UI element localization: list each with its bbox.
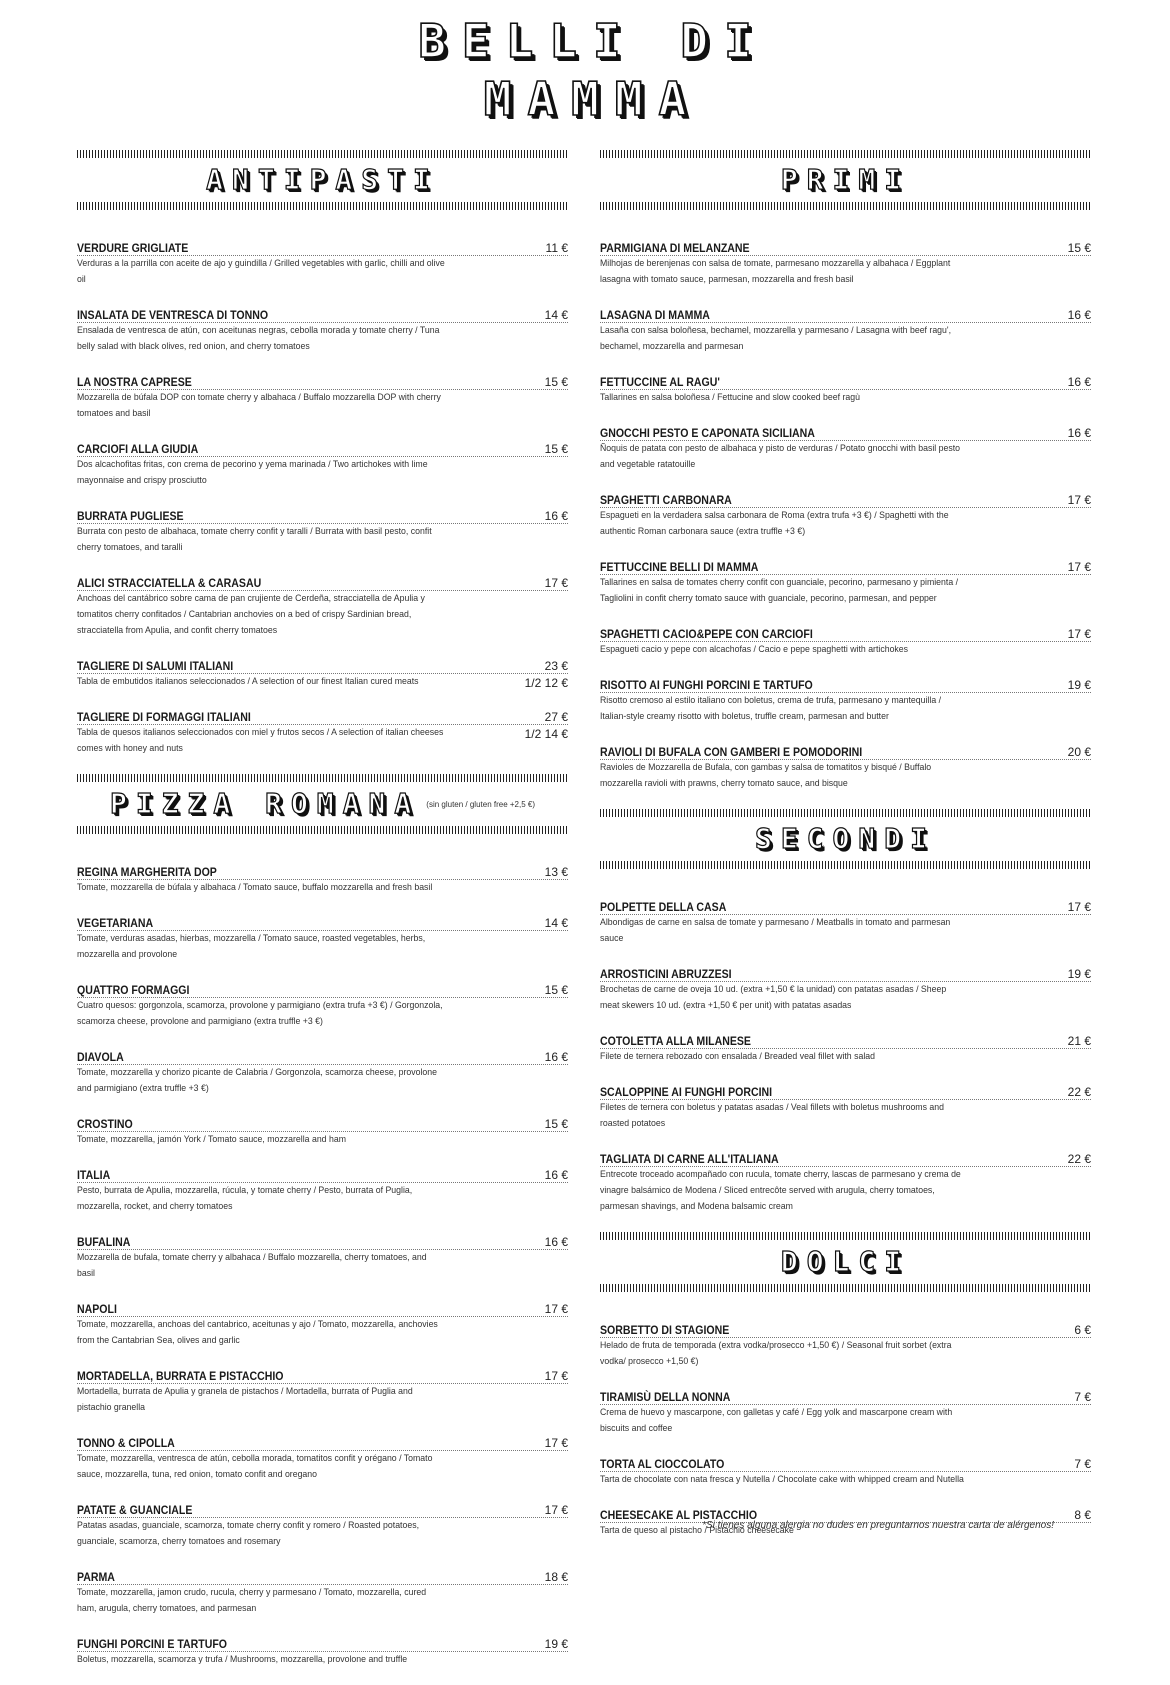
menu-item-name: REGINA MARGHERITA DOP [77,865,217,879]
menu-item-description: Tabla de embutidos italianos seleccionados / A selection of our finest Italian cured meats [77,676,419,687]
section-title [77,782,568,826]
menu-item-details [77,1183,568,1215]
menu-item-header [600,1031,1091,1049]
menu-item-price: 19 € [544,1637,568,1651]
menu-item-description: Ravioles de Mozzarella de Bufala, con gambas y salsa de tomatitos y bisqué / Buffalo mozzarella ravioli with prawns, cherry tomato sauce, and bisque [600,762,932,789]
menu-item-details [77,1451,568,1483]
menu-item-header [600,1082,1091,1100]
menu-item-description: Mozzarella de búfala DOP con tomate cherry y albahaca / Buffalo mozzarella DOP with cherry tomatoes and basil [77,392,441,419]
menu-item [600,1082,1091,1132]
section-title [600,817,1091,861]
menu-item [600,490,1091,540]
menu-item-header [77,1114,568,1132]
menu-item [600,742,1091,792]
menu-item [77,1433,568,1483]
menu-item-description: Filetes de ternera con boletus y patatas asadas / Veal fillets with boletus mushrooms and roasted potatoes [600,1102,944,1129]
menu-item-description: Tomate, mozzarella y chorizo picante de Calabria / Gorgonzola, scamorza cheese, provolone and parmigiano (extra truffle +3 €) [77,1067,437,1094]
menu-item [77,1047,568,1097]
menu-item-description: Risotto cremoso al estilo italiano con boletus, crema de trufa, parmesano y mantequilla / Italian-style creamy risotto with boletus, truffle cream, parmesan and butter [600,695,942,722]
menu-item [77,1634,568,1668]
menu-item-description: Verduras a la parrilla con aceite de ajo y guindilla / Grilled vegetables with garlic, chilli and olive oil [77,258,445,285]
menu-item-header [77,573,568,591]
menu-item-header [77,862,568,880]
section-header [600,1232,1091,1292]
menu-item-header [77,305,568,323]
divider-top [600,809,1091,817]
menu-item-name: BURRATA PUGLIESE [77,509,184,523]
menu-item-price: 7 € [1074,1457,1091,1471]
menu-item [77,1299,568,1349]
menu-section-antipasti [77,150,568,757]
menu-item-description: Pesto, burrata de Apulia, mozzarella, rúcula, y tomate cherry / Pesto, burrata of Puglia, mozzarella, rocket, and cherry tomatoes [77,1185,413,1212]
menu-item-price: 15 € [544,375,568,389]
menu-item-price: 22 € [1067,1085,1091,1099]
section-header [77,150,568,210]
menu-item-details [77,256,568,288]
menu-item-name: GNOCCHI PESTO E CAPONATA SICILIANA [600,426,815,440]
section-title-text: SECONDI [754,822,936,855]
divider-bottom [77,826,568,834]
menu-section-dolci [600,1232,1091,1539]
menu-item-header [600,964,1091,982]
menu-item-header [77,656,568,674]
menu-item-details [600,323,1091,355]
menu-item-name: LASAGNA DI MAMMA [600,308,710,322]
brand-line-1: BELLI DI [418,14,768,68]
menu-item-description: Cuatro quesos: gorgonzola, scamorza, provolone y parmigiano (extra trufa +3 €) / Gorgonzola, scamorza cheese, provolone and parmigiano (extra truffle +3 €) [77,1000,443,1027]
menu-item-price: 17 € [544,576,568,590]
menu-item-header [77,439,568,457]
menu-item-price: 6 € [1074,1323,1091,1337]
menu-item-description: Brochetas de carne de oveja 10 ud. (extra +1,50 € la unidad) con patatas asadas / Sheep meat skewers 10 ud. (extra +1,50 € per unit) with patatas asadas [600,984,947,1011]
menu-item [600,1149,1091,1215]
menu-item [77,913,568,963]
menu-item-description: Ñoquis de patata con pesto de albahaca y pisto de verduras / Potato gnocchi with basil pesto and vegetable ratatouille [600,443,961,470]
menu-item-details [77,1317,568,1349]
menu-item-price: 13 € [544,865,568,879]
menu-item-header [77,1500,568,1518]
menu-item-description: Tomate, mozzarella de búfala y albahaca / Tomato sauce, buffalo mozzarella and fresh basil [77,882,433,893]
menu-item-name: POLPETTE DELLA CASA [600,900,727,914]
menu-item-price: 14 € [544,916,568,930]
menu-item-price: 22 € [1067,1152,1091,1166]
menu-item-name: SPAGHETTI CACIO&PEPE CON CARCIOFI [600,627,813,641]
menu-item-description: Espagueti cacio y pepe con alcachofas / Cacio e pepe spaghetti with artichokes [600,644,909,655]
menu-item-price: 15 € [1067,241,1091,255]
menu-item-details [77,323,568,355]
menu-item [600,423,1091,473]
menu-item-name: FUNGHI PORCINI E TARTUFO [77,1637,227,1651]
menu-item-name: FETTUCCINE BELLI DI MAMMA [600,560,759,574]
menu-item-description: Tarta de chocolate con nata fresca y Nutella / Chocolate cake with whipped cream and Nutella [600,1474,964,1485]
menu-item [77,238,568,288]
menu-item [600,1031,1091,1065]
menu-item-price: 16 € [1067,308,1091,322]
menu-item-header [600,423,1091,441]
brand-line-2: MAMMA [483,72,703,126]
menu-item-header [77,1165,568,1183]
section-title-text: ANTIPASTI [206,163,439,196]
menu-item-header [77,506,568,524]
menu-item-header [77,1634,568,1652]
menu-item-description: Tomate, mozzarella, jamon crudo, rucula, cherry y parmesano / Tomato, mozzarella, cured ham, arugula, cherry tomatoes, and parmesan [77,1587,427,1614]
menu-item-header [77,980,568,998]
menu-item-name: LA NOSTRA CAPRESE [77,375,192,389]
menu-item-price: 19 € [1067,967,1091,981]
menu-item-header [77,1047,568,1065]
menu-item-description: Tallarines en salsa boloñesa / Fettucine and slow cooked beef ragù [600,392,860,403]
menu-item-price: 16 € [544,1050,568,1064]
menu-item-details [600,1167,1091,1215]
menu-item-price: 19 € [1067,678,1091,692]
menu-item-details [77,1585,568,1617]
menu-item-details [600,441,1091,473]
menu-item-header [600,238,1091,256]
menu-item-name: TAGLIERE DI SALUMI ITALIANI [77,659,234,673]
menu-item-description: Tallarines en salsa de tomates cherry confit con guanciale, pecorino, parmesano y pimienta / Tagliolini in confit cherry tomato sauce with guanciale, pecorino, parmesan, and pepper [600,577,959,604]
menu-item-name: SORBETTO DI STAGIONE [600,1323,730,1337]
menu-item-description: Patatas asadas, guanciale, scamorza, tomate cherry confit y romero / Roasted potatoes, guanciale, scamorza, cherry tomatoes and rosemary [77,1520,420,1547]
menu-item [77,862,568,896]
menu-item-header [600,372,1091,390]
menu-item-price: 21 € [1067,1034,1091,1048]
menu-item-details [600,575,1091,607]
menu-item-name: VERDURE GRIGLIATE [77,241,189,255]
menu-item-description: Entrecote troceado acompañado con rucula, tomate cherry, lascas de parmesano y crema de vinagre balsámico de Modena / Sliced entrecôte served with arugula, cherry tomatoes, parmesan shavings, and Modena balsamic cream [600,1169,961,1212]
menu-item [600,897,1091,947]
menu-item [77,573,568,639]
menu-item-header [77,1232,568,1250]
menu-item-name: PARMIGIANA DI MELANZANE [600,241,750,255]
menu-item-description: Milhojas de berenjenas con salsa de tomate, parmesano mozzarella y albahaca / Eggplant lasagna with tomato sauce, parmesan, mozzarella and fresh basil [600,258,951,285]
menu-item-details [77,457,568,489]
menu-item-details [600,1405,1091,1437]
menu-item-details [77,931,568,963]
allergen-note: *Si tienes alguna alergia no dudes en preguntarnos nuestra carta de alérgenos! [702,1520,1054,1531]
menu-item-details [77,1652,568,1668]
menu-item [600,675,1091,725]
menu-item-header [600,557,1091,575]
menu-item-header [77,1567,568,1585]
menu-item-price: 17 € [544,1369,568,1383]
menu-item-price: 15 € [544,983,568,997]
half-portion-price: 1/2 12 € [524,676,568,690]
menu-item-description: Tomate, mozzarella, anchoas del cantabrico, aceitunas y ajo / Tomato, mozzarella, anchovies from the Cantabrian Sea, olives and garlic [77,1319,438,1346]
menu-item-details [600,915,1091,947]
menu-section-secondi [600,809,1091,1215]
divider-top [600,150,1091,158]
menu-item-details [77,725,568,757]
divider-top [600,1232,1091,1240]
menu-item-price: 16 € [1067,426,1091,440]
menu-item-header [77,913,568,931]
menu-item-details [600,642,1091,658]
menu-item-description: Tomate, mozzarella, ventresca de atún, cebolla morada, tomatitos confit y orégano / Tomato sauce, mozzarella, tuna, red onion, tomato confit and oregano [77,1453,433,1480]
menu-item-details [77,524,568,556]
menu-item-name: PARMA [77,1570,115,1584]
menu-item-header [600,1320,1091,1338]
menu-item-name: TAGLIATA DI CARNE ALL'ITALIANA [600,1152,779,1166]
menu-item-description: Tomate, verduras asadas, hierbas, mozzarella / Tomato sauce, roasted vegetables, herbs, mozzarella and provolone [77,933,426,960]
menu-item-details [600,508,1091,540]
menu-item-price: 17 € [1067,560,1091,574]
menu-item-details [600,982,1091,1014]
menu-item-header [600,675,1091,693]
menu-item-details [600,256,1091,288]
menu-section-primi [600,150,1091,792]
menu-item-header [600,742,1091,760]
menu-item-description: Anchoas del cantábrico sobre cama de pan crujiente de Cerdeña, stracciatella de Apulia y tomatitos cherry confitados / Cantabrian anchovies on a bed of crispy Sardinian bread, stracciatella from Apulia, and confit cherry tomatoes [77,593,425,636]
menu-item-details [600,1100,1091,1132]
menu-item-price: 7 € [1074,1390,1091,1404]
menu-item-description: Ensalada de ventresca de atún, con aceitunas negras, cebolla morada y tomate cherry / Tuna belly salad with black olives, red onion, and cherry tomatoes [77,325,440,352]
section-note: (sin gluten / gluten free +2,5 €) [426,800,536,809]
menu-item-name: NAPOLI [77,1302,117,1316]
menu-item-name: ITALIA [77,1168,111,1182]
menu-item-header [600,305,1091,323]
menu-item-name: VEGETARIANA [77,916,154,930]
menu-item [77,506,568,556]
menu-item-header [77,1433,568,1451]
menu-item-header [77,238,568,256]
menu-item-description: Lasaña con salsa boloñesa, bechamel, mozzarella y parmesano / Lasagna with beef ragu', bechamel, mozzarella and parmesan [600,325,952,352]
menu-item-description: Espagueti en la verdadera salsa carbonara de Roma (extra trufa +3 €) / Spaghetti with the authentic Roman carbonara sauce (extra truffle +3 €) [600,510,949,537]
menu-item-header [77,1366,568,1384]
menu-item [600,372,1091,406]
divider-top [77,150,568,158]
menu-item-name: QUATTRO FORMAGGI [77,983,190,997]
menu-item [600,624,1091,658]
menu-item [77,372,568,422]
menu-item [77,1366,568,1416]
menu-item-price: 17 € [544,1436,568,1450]
menu-item-price: 16 € [544,509,568,523]
menu-item-description: Albondigas de carne en salsa de tomate y parmesano / Meatballs in tomato and parmesan sauce [600,917,951,944]
menu-item-description: Crema de huevo y mascarpone, con galletas y café / Egg yolk and mascarpone cream with biscuits and coffee [600,1407,953,1434]
menu-item [77,980,568,1030]
menu-item-description: Dos alcachofitas fritas, con crema de pecorino y yema marinada / Two artichokes with lime mayonnaise and crispy prosciutto [77,459,428,486]
menu-item-description: Tomate, mozzarella, jamón York / Tomato sauce, mozzarella and ham [77,1134,346,1145]
menu-item-details [600,1049,1091,1065]
menu-item-header [600,490,1091,508]
menu-item-price: 17 € [1067,627,1091,641]
menu-item-name: ARROSTICINI ABRUZZESI [600,967,732,981]
menu-item-name: PATATE & GUANCIALE [77,1503,193,1517]
section-title-text: PIZZA ROMANA [109,787,421,820]
left-column [77,150,568,1685]
menu-item-name: TIRAMISÙ DELLA NONNA [600,1390,731,1404]
menu-item [77,707,568,757]
menu-item-name: BUFALINA [77,1235,131,1249]
menu-item-name: TORTA AL CIOCCOLATO [600,1457,725,1471]
menu-item-name: MORTADELLA, BURRATA E PISTACCHIO [77,1369,284,1383]
menu-item-price: 23 € [544,659,568,673]
menu-item-price: 8 € [1074,1508,1091,1522]
divider-top [77,774,568,782]
divider-bottom [600,202,1091,210]
menu-item [600,1454,1091,1488]
menu-item-price: 18 € [544,1570,568,1584]
menu-item-price: 14 € [544,308,568,322]
menu-item [600,305,1091,355]
restaurant-logo [0,12,1170,128]
menu-item [600,964,1091,1014]
menu-item-details [77,674,568,690]
menu-item-description: Helado de fruta de temporada (extra vodka/prosecco +1,50 €) / Seasonal fruit sorbet (extra vodka/ prosecco +1,50 €) [600,1340,952,1367]
menu-item-description: Mozzarella de bufala, tomate cherry y albahaca / Buffalo mozzarella, cherry tomatoes, and basil [77,1252,427,1279]
menu-item-price: 15 € [544,1117,568,1131]
menu-item-description: Boletus, mozzarella, scamorza y trufa / Mushrooms, mozzarella, provolone and truffle [77,1654,408,1665]
menu-item [600,1320,1091,1370]
menu-item [77,305,568,355]
section-header [600,150,1091,210]
menu-item-header [600,1454,1091,1472]
section-title [77,158,568,202]
menu-item-name: RISOTTO AI FUNGHI PORCINI E TARTUFO [600,678,813,692]
menu-item-name: CROSTINO [77,1117,133,1131]
section-header [600,809,1091,869]
section-title [600,158,1091,202]
menu-item-details [77,591,568,639]
menu-item-price: 15 € [544,442,568,456]
menu-item-description: Tabla de quesos italianos seleccionados con miel y frutos secos / A selection of italian cheeses comes with honey and nuts [77,727,444,754]
menu-item-name: CHEESECAKE AL PISTACCHIO [600,1508,758,1522]
menu-item-header [600,1149,1091,1167]
menu-item-price: 17 € [1067,493,1091,507]
menu-item-price: 17 € [544,1503,568,1517]
menu-item-details [600,693,1091,725]
menu-item-description: Mortadella, burrata de Apulia y granela de pistachos / Mortadella, burrata of Puglia and pistachio granella [77,1386,413,1413]
menu-item-header [77,707,568,725]
menu-item-name: COTOLETTA ALLA MILANESE [600,1034,751,1048]
menu-item-details [77,1132,568,1148]
menu-item-price: 20 € [1067,745,1091,759]
menu-item-header [77,1299,568,1317]
menu-item-details [77,880,568,896]
menu-item-name: TAGLIERE DI FORMAGGI ITALIANI [77,710,251,724]
menu-item [77,656,568,690]
menu-item [600,1387,1091,1437]
menu-item-price: 16 € [544,1235,568,1249]
menu-item-header [600,624,1091,642]
menu-item-name: ALICI STRACCIATELLA & CARASAU [77,576,262,590]
menu-item [77,1567,568,1617]
menu-item-details [600,1472,1091,1488]
menu-item-details [77,390,568,422]
menu-item-name: CARCIOFI ALLA GIUDIA [77,442,199,456]
menu-item-details [600,760,1091,792]
menu-item-price: 16 € [544,1168,568,1182]
menu-item-details [600,1338,1091,1370]
section-title-text: DOLCI [780,1245,911,1278]
menu-item-name: FETTUCCINE AL RAGU' [600,375,720,389]
menu-item [77,1500,568,1550]
divider-bottom [600,861,1091,869]
menu-item-name: RAVIOLI DI BUFALA CON GAMBERI E POMODORINI [600,745,863,759]
divider-bottom [600,1284,1091,1292]
menu-item [600,238,1091,288]
menu-item [77,1232,568,1282]
menu-item [600,557,1091,607]
menu-item-header [77,372,568,390]
menu-item-name: INSALATA DE VENTRESCA DI TONNO [77,308,269,322]
menu-item-details [77,1065,568,1097]
menu-item-name: SPAGHETTI CARBONARA [600,493,732,507]
section-title-text: PRIMI [780,163,911,196]
right-column [600,150,1091,1556]
section-title [600,1240,1091,1284]
menu-item-price: 17 € [1067,900,1091,914]
menu-item-name: TONNO & CIPOLLA [77,1436,175,1450]
menu-section-pizza-romana [77,774,568,1668]
menu-item-description: Burrata con pesto de albahaca, tomate cherry confit y taralli / Burrata with basil pesto, confit cherry tomatoes, and taralli [77,526,432,553]
half-portion-price: 1/2 14 € [524,727,568,741]
menu-item [77,1165,568,1215]
menu-item-header [600,897,1091,915]
menu-item-description: Tarta de queso al pistacho / Pistachio cheesecake [600,1525,794,1536]
menu-item-price: 17 € [544,1302,568,1316]
menu-item-price: 11 € [545,241,568,255]
menu-item-description: Filete de ternera rebozado con ensalada / Breaded veal fillet with salad [600,1051,876,1062]
menu-item-details [77,1250,568,1282]
menu-item [77,1114,568,1148]
section-header [77,774,568,834]
menu-item-name: SCALOPPINE AI FUNGHI PORCINI [600,1085,773,1099]
menu-item-details [77,998,568,1030]
menu-item-price: 27 € [544,710,568,724]
menu-item-price: 16 € [1067,375,1091,389]
menu-item-header [600,1387,1091,1405]
divider-bottom [77,202,568,210]
menu-item-details [77,1518,568,1550]
menu-item [77,439,568,489]
menu-item-details [600,390,1091,406]
menu-item-details [77,1384,568,1416]
menu-item-name: DIAVOLA [77,1050,124,1064]
